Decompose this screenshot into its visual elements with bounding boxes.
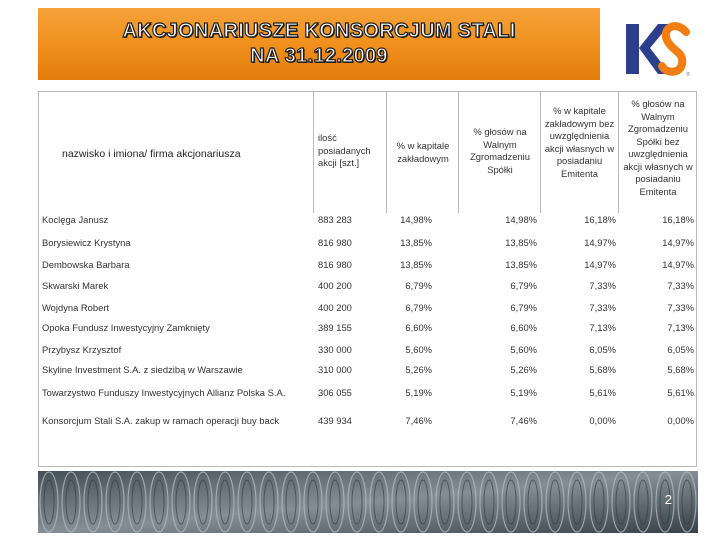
row-shares: 816 980 xyxy=(318,237,352,248)
row-votes: 6,60% xyxy=(510,322,537,333)
header-votes-excl-pct: % głosów na Walnym Zgromadzeniu Spółki bez uwzględnienia akcji własnych w posiadaniu Emitenta xyxy=(623,98,693,197)
row-votes-excl: 7,13% xyxy=(667,322,694,333)
header-divider xyxy=(618,91,619,213)
header-divider xyxy=(458,91,459,213)
row-votes: 6,79% xyxy=(510,302,537,313)
row-votes: 6,79% xyxy=(510,280,537,291)
row-capital-excl: 7,33% xyxy=(589,302,616,313)
row-capital: 7,46% xyxy=(405,415,432,426)
row-votes: 5,26% xyxy=(510,364,537,375)
row-capital: 14,98% xyxy=(400,214,432,225)
row-shares: 816 980 xyxy=(318,259,352,270)
registered-mark: ® xyxy=(686,72,690,78)
header-votes-pct: % głosów na Walnym Zgromadzeniu Spółki xyxy=(470,126,530,175)
row-capital: 13,85% xyxy=(400,237,432,248)
row-votes: 14,98% xyxy=(505,214,537,225)
row-name: Przybysz Krzysztof xyxy=(42,344,122,355)
row-shares: 439 934 xyxy=(318,415,352,426)
company-logo xyxy=(624,18,690,78)
row-votes-excl: 7,33% xyxy=(667,280,694,291)
header-shares: ilość posiadanych akcji [szt.] xyxy=(318,132,371,168)
row-capital: 5,26% xyxy=(405,364,432,375)
row-votes-excl: 14,97% xyxy=(662,259,694,270)
row-capital-excl: 7,33% xyxy=(589,280,616,291)
row-capital-excl: 5,68% xyxy=(589,364,616,375)
row-name: Koclęga Janusz xyxy=(42,214,109,225)
row-shares: 330 000 xyxy=(318,344,352,355)
row-votes-excl: 5,68% xyxy=(667,364,694,375)
row-votes-excl: 16,18% xyxy=(662,214,694,225)
row-name: Skyline Investment S.A. z siedzibą w Warszawie xyxy=(42,364,243,375)
header-name: nazwisko i imiona/ firma akcjonariusza xyxy=(62,148,241,160)
steel-coils-icon xyxy=(38,471,698,533)
row-shares: 400 200 xyxy=(318,280,352,291)
row-capital-excl: 6,05% xyxy=(589,344,616,355)
page-number: 2 xyxy=(664,492,672,507)
row-name: Konsorcjum Stali S.A. zakup w ramach operacji buy back xyxy=(42,415,280,426)
row-name: Dembowska Barbara xyxy=(42,259,130,270)
row-shares: 400 200 xyxy=(318,302,352,313)
row-votes-excl: 0,00% xyxy=(667,415,694,426)
row-name: Skwarski Marek xyxy=(42,280,109,291)
row-name: Wojdyna Robert xyxy=(42,302,110,313)
title-line-2: NA 31.12.2009 xyxy=(250,45,388,67)
header-capital-pct: % w kapitale zakładowym xyxy=(396,140,450,164)
row-shares: 389 155 xyxy=(318,322,352,333)
row-capital: 6,60% xyxy=(405,322,432,333)
row-capital: 6,79% xyxy=(405,302,432,313)
row-capital: 5,60% xyxy=(405,344,432,355)
row-capital-excl: 14,97% xyxy=(584,237,616,248)
title-banner xyxy=(38,8,600,80)
row-votes: 7,46% xyxy=(510,415,537,426)
row-votes: 13,85% xyxy=(505,259,537,270)
row-capital-excl: 16,18% xyxy=(584,214,616,225)
row-votes-excl: 14,97% xyxy=(662,237,694,248)
row-name: Opoka Fundusz Inwestycyjny Zamknięty xyxy=(42,322,210,333)
row-votes-excl: 5,61% xyxy=(667,387,694,398)
row-capital: 13,85% xyxy=(400,259,432,270)
row-votes-excl: 7,33% xyxy=(667,302,694,313)
row-shares: 306 055 xyxy=(318,387,352,398)
row-votes-excl: 6,05% xyxy=(667,344,694,355)
header-divider xyxy=(386,91,387,213)
footer-steel-image xyxy=(38,471,698,533)
ks-logo-icon xyxy=(624,18,690,78)
row-capital: 6,79% xyxy=(405,280,432,291)
row-capital-excl: 14,97% xyxy=(584,259,616,270)
row-votes: 5,60% xyxy=(510,344,537,355)
row-capital-excl: 7,13% xyxy=(589,322,616,333)
header-capital-excl-pct: % w kapitale zakładowym bez uwzględnienia akcji własnych w posiadaniu Emitenta xyxy=(544,105,615,179)
header-divider xyxy=(313,91,314,213)
row-capital: 5,19% xyxy=(405,387,432,398)
title-line-1: AKCJONARIUSZE KONSORCJUM STALI xyxy=(122,20,516,42)
row-votes: 13,85% xyxy=(505,237,537,248)
row-name: Borysiewicz Krystyna xyxy=(42,237,131,248)
row-capital-excl: 5,61% xyxy=(589,387,616,398)
row-capital-excl: 0,00% xyxy=(589,415,616,426)
row-name: Towarzystwo Funduszy Inwestycyjnych Allianz Polska S.A. xyxy=(42,387,286,398)
row-shares: 883 283 xyxy=(318,214,352,225)
row-votes: 5,19% xyxy=(510,387,537,398)
row-shares: 310 000 xyxy=(318,364,352,375)
